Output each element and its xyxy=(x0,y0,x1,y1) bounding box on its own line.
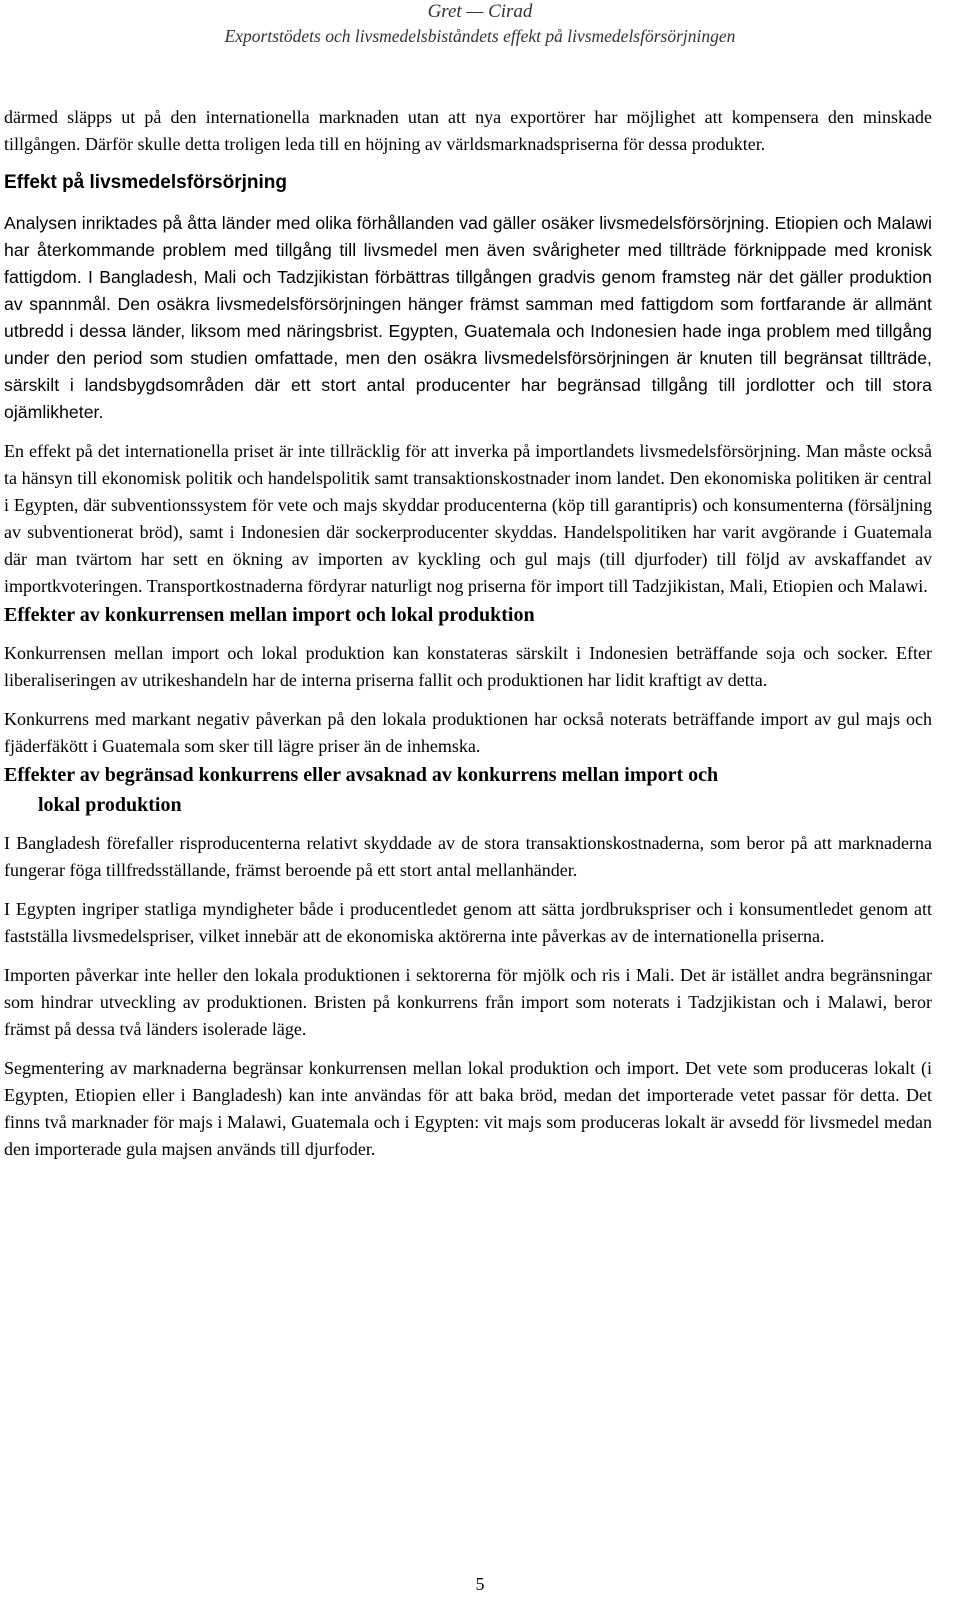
section-heading-food-security: Effekt på livsmedelsförsörjning xyxy=(4,172,287,193)
page-body xyxy=(4,104,932,1163)
section2-paragraph-2: Konkurrens med markant negativ påverkan på den lokala produktionen har också noterats beträffande import av gul majs och fjäderfäkött i Guatemala som sker till lägre priser än de inhemska. xyxy=(4,709,932,756)
section3-heading-line2: lokal produktion xyxy=(38,794,182,816)
page-header xyxy=(0,0,960,48)
section3-paragraph-4: Segmentering av marknaderna begränsar konkurrensen mellan lokal produktion och import. Det vete som produceras lokalt (i Egypten, Etiopien eller i Bangladesh) kan inte användas för att baka bröd, medan det importerade vetet passar för detta. Det finns två marknader för majs i Malawi, Guatemala och i Egypten: vit majs som produceras lokalt är avsedd för livsmedel medan den importerade gula majsen används till djurfoder. xyxy=(4,1058,932,1159)
header-authors: Gret — Cirad xyxy=(427,1,533,22)
section-heading-competition: Effekter av konkurrensen mellan import och lokal produktion xyxy=(4,604,535,626)
section3-paragraph-1: I Bangladesh förefaller risproducenterna relativt skyddade av de stora transaktionskostnaderna, som beror på att marknaderna fungerar föga tillfredsställande, främst beroende på ett stort antal mellanhänder. xyxy=(4,833,932,880)
section2-paragraph-1: Konkurrensen mellan import och lokal produktion kan konstateras särskilt i Indonesien beträffande soja och socker. Efter liberaliseringen av utrikeshandeln har de interna priserna fallit och produktionen har lidit kraftigt av detta. xyxy=(4,643,932,690)
page-number: 5 xyxy=(475,1574,485,1594)
section3-paragraph-2: I Egypten ingriper statliga myndigheter både i producentledet genom att sätta jordbrukspriser och i konsumentledet genom att fastställa livsmedelspriser, vilket innebär att de ekonomiska aktörerna inte påverkas av de internationella priserna. xyxy=(4,899,932,946)
section3-paragraph-3: Importen påverkar inte heller den lokala produktionen i sektorerna för mjölk och ris i Mali. Det är istället andra begränsningar som hindrar utveckling av produktionen. Bristen på konkurrens från import som noterats i Tadzjikistan och i Malawi, beror främst på dessa två länders isolerade läge. xyxy=(4,965,932,1039)
section3-heading-line1: Effekter av begränsad konkurrens eller avsaknad av konkurrens mellan import och xyxy=(4,764,719,786)
header-subtitle: Exportstödets och livsmedelsbiståndets effekt på livsmedelsförsörjningen xyxy=(224,26,736,46)
section1-paragraph-2: En effekt på det internationella priset är inte tillräcklig för att inverka på importlandets livsmedelsförsörjning. Man måste också ta hänsyn till ekonomisk politik och handelspolitik samt transaktionskostnader inom landet. Den ekonomiska politiken är central i Egypten, där subventionssystem för vete och majs skyddar producenterna (köp till garantipris) och konsumenterna (försäljning av subventionerat bröd), samt i Indonesien där sockerproducenter skyddas. Handelspolitiken har varit avgörande i Guatemala där man tvärtom har sett en ökning av importen av kyckling och gul majs (till djurfoder) till följd av avskaffandet av importkvoteringen. Transportkostnaderna fördyrar naturligt nog priserna för import till Tadzjikistan, Mali, Etiopien och Malawi. xyxy=(4,441,932,596)
section1-paragraph-1: Analysen inriktades på åtta länder med olika förhållanden vad gäller osäker livsmedelsförsörjning. Etiopien och Malawi har återkommande problem med tillgång till livsmedel men även svårigheter med tillträde förknippade med kronisk fattigdom. I Bangladesh, Mali och Tadzjikistan förbättras tillgången gradvis genom framsteg när det gäller produktion av spannmål. Den osäkra livsmedelsförsörjningen hänger främst samman med fattigdom som fortfarande är allmänt utbredd i dessa länder, liksom med näringsbrist. Egypten, Guatemala och Indonesien hade inga problem med tillgång under den period som studien omfattade, men den osäkra livsmedelsförsörjningen är knuten till begränsat tillträde, särskilt i landsbygdsområden där ett stort antal producenter har begränsad tillgång till jordlotter och till stora ojämlikheter. xyxy=(4,213,932,422)
intro-paragraph: därmed släpps ut på den internationella marknaden utan att nya exportörer har möjlighet att kompensera den minskade tillgången. Därför skulle detta troligen leda till en höjning av världsmarknadspriserna för dessa produkter. xyxy=(4,107,932,154)
section-heading-limited-competition xyxy=(4,760,932,820)
